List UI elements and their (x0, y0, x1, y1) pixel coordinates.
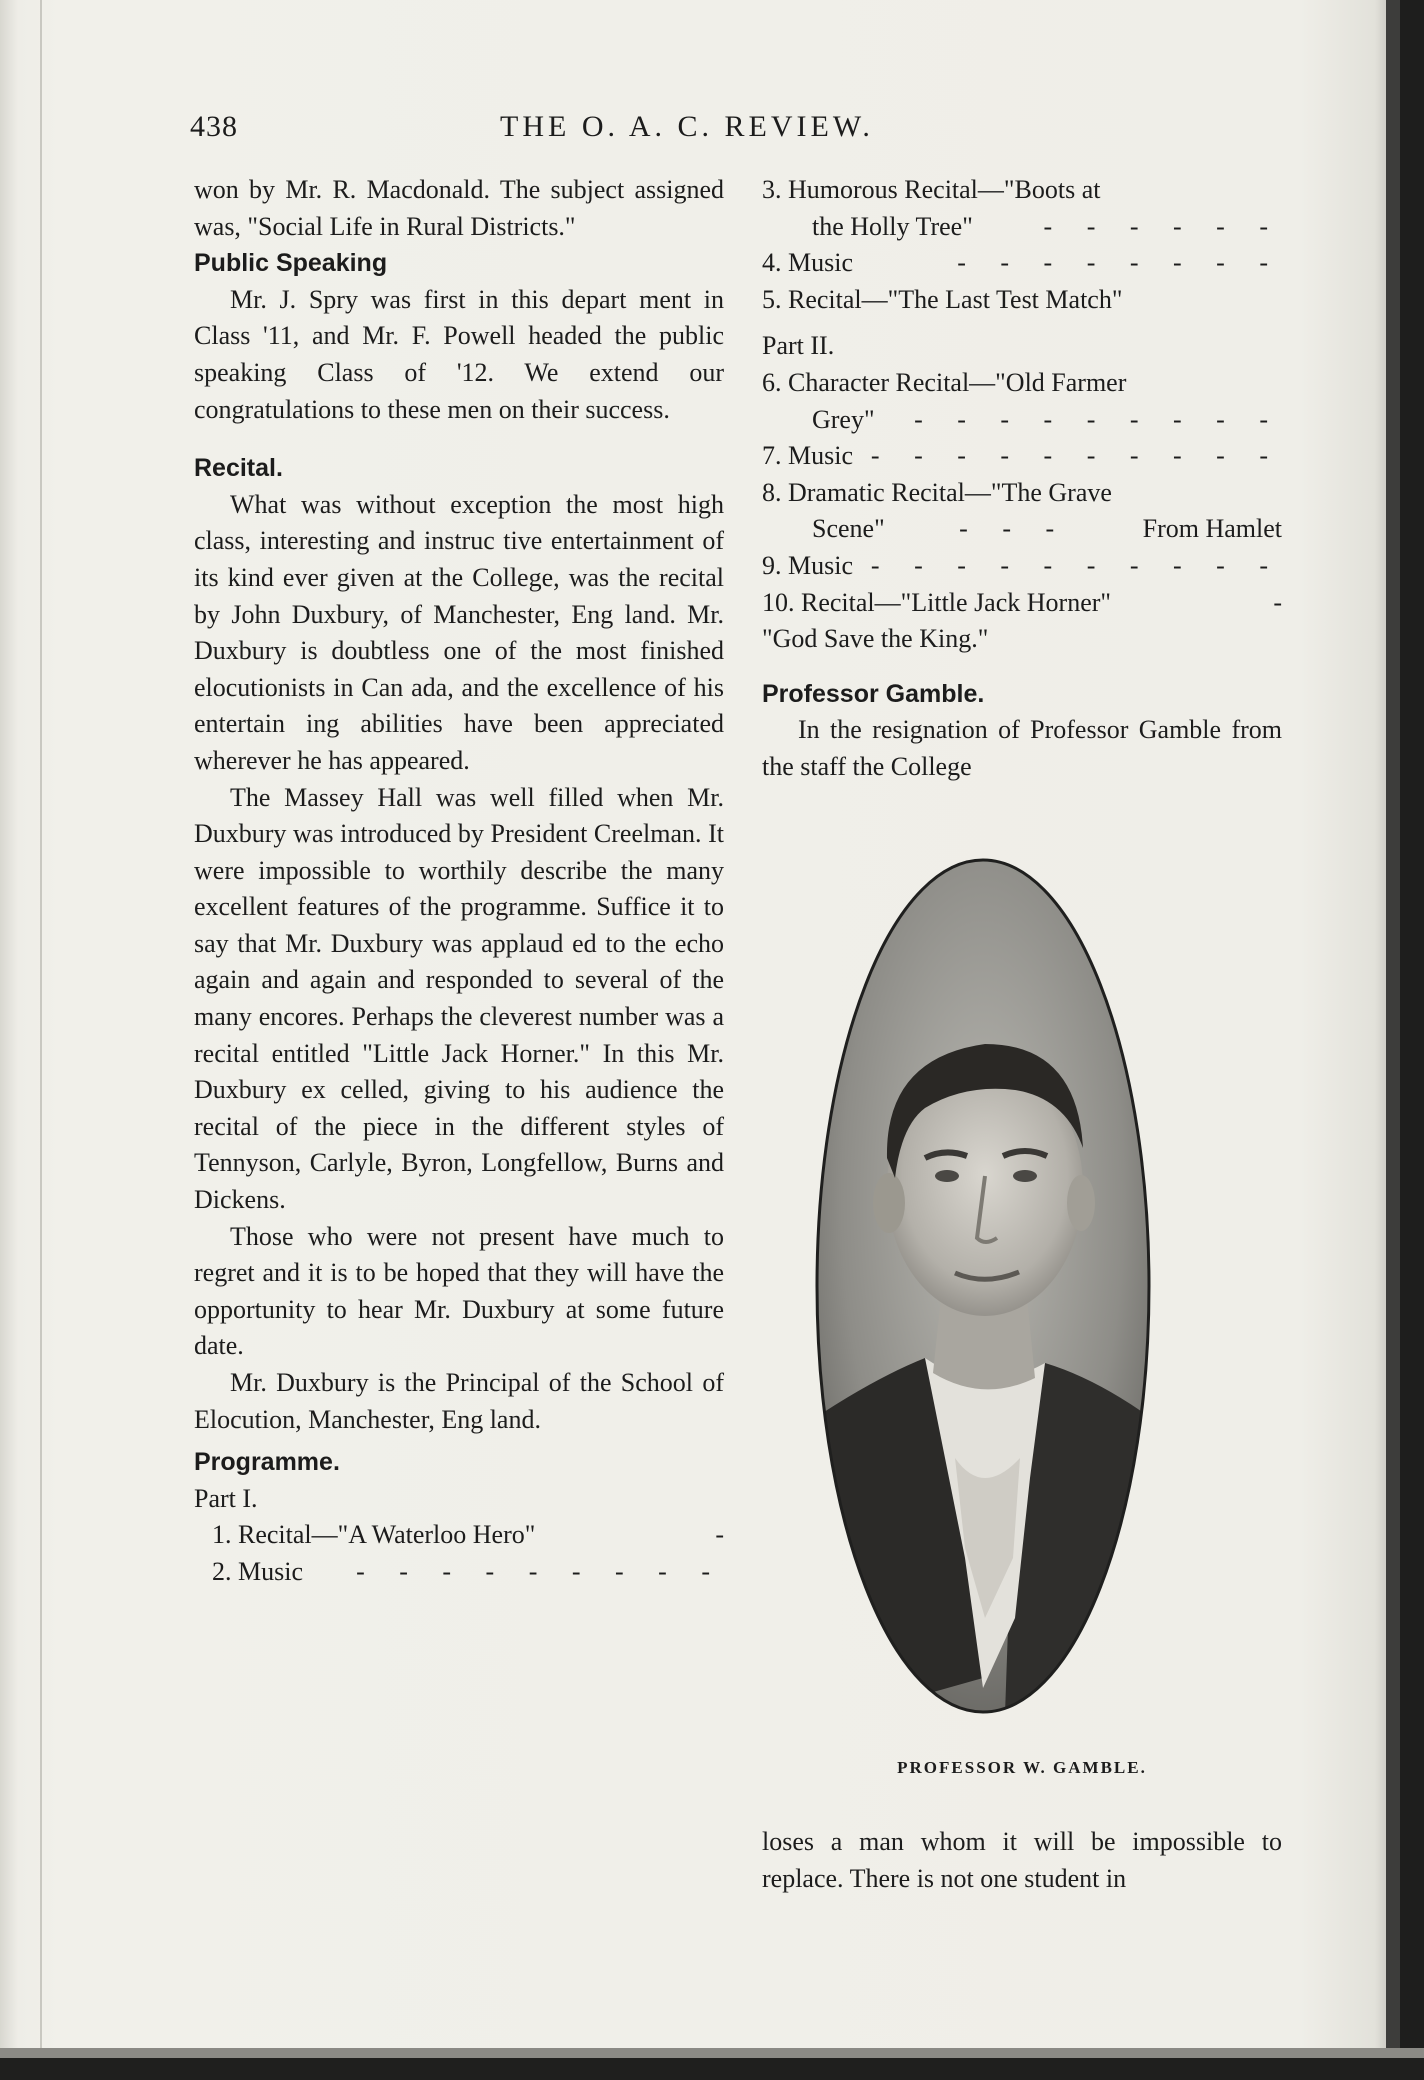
programme-item-8a (762, 475, 1282, 512)
programme-item-8b (762, 511, 1282, 548)
recital-paragraph-2: The Massey Hall was well filled when Mr. Duxbury was introduced by President Creelman. It were impossible to worthily describe the many excellent features of the programme. Suffice it to say that Mr. Duxbury was applaud ed to the echo again and again and responded to several of the many encores. Perhaps the cleverest number was a recital entitled "Little Jack Horner." In this Mr. Duxbury ex celled, giving to his audience the recital of the piece in the different styles of Tennyson, Carlyle, Byron, Longfellow, Burns and Dickens. (194, 782, 724, 1215)
programme-item-8-cont: Scene" (812, 514, 885, 544)
programme-item-4-text: 4. Music (762, 248, 853, 278)
programme-item-9 (762, 548, 1282, 585)
programme-item-2 (194, 1554, 724, 1591)
public-speaking-paragraph: Mr. J. Spry was first in this depart ment in Class '11, and Mr. F. Powell headed the public speaking Class of '12. We extend our congratulations to these men on their success. (194, 284, 724, 424)
programme-item-8-dashes: - - - (959, 514, 1069, 544)
public-speaking-heading: Public Speaking (194, 249, 388, 278)
programme-item-4 (762, 245, 1282, 282)
right-column-bottom (762, 1824, 1282, 1897)
intro-paragraph: won by Mr. R. Macdonald. The subject assigned was, "Social Life in Rural Districts." (194, 175, 724, 241)
recital-heading: Recital. (194, 454, 283, 483)
programme-item-6-dashes: - - - - - - - - - (914, 404, 1282, 434)
part-one-label: Part I. (194, 1483, 258, 1513)
programme-item-10-text: 10. Recital—"Little Jack Horner" (762, 587, 1112, 617)
programme-item-3-text: 3. Humorous Recital—"Boots at (762, 175, 1101, 204)
programme-item-5-text: 5. Recital—"The Last Test Match" (762, 284, 1123, 314)
recital-paragraph-1: What was without exception the most high class, interesting and instruc tive entertainment of its kind ever given at the College, was the recital by John Duxbury, of Manchester, Eng land. Mr. Duxbury is doubtless one of the most finished elocutionists in Can ada, and the excellence of his entertain ing abilities have been appreciated wherever he has appeared. (194, 489, 724, 775)
programme-item-8-source: From Hamlet (1142, 514, 1282, 544)
programme-item-5 (762, 282, 1282, 319)
recital-paragraph-3: Those who were not present have much to regret and it is to be hoped that they will have the opportunity to hear Mr. Duxbury at some future date. (194, 1221, 724, 1361)
portrait-photo (815, 858, 1151, 1714)
page-edge-right-dark (1400, 0, 1424, 2080)
programme-item-9-text: 9. Music (762, 550, 853, 580)
spacer (762, 318, 1282, 328)
programme-item-6-text: 6. Character Recital—"Old Farmer (762, 367, 1127, 397)
programme-item-1-text: 1. Recital—"A Waterloo Hero" (212, 1520, 536, 1550)
part-two-label: Part II. (762, 331, 835, 361)
portrait-caption: PROFESSOR W. GAMBLE. (897, 1758, 1147, 1777)
programme-item-3-dashes: - - - - - - (1043, 211, 1282, 241)
binding-rule (40, 0, 42, 2080)
programme-item-9-dashes: - - - - - - - - - - (870, 550, 1282, 580)
page-edge-bottom (0, 2058, 1424, 2080)
programme-item-3a (762, 172, 1282, 209)
page-edge-bottom-shadow (0, 2048, 1424, 2058)
programme-item-1 (194, 1517, 724, 1554)
programme-item-4-dashes: - - - - - - - - (957, 248, 1282, 278)
programme-item-6a (762, 365, 1282, 402)
programme-item-6-cont: Grey" (812, 404, 875, 434)
programme-item-3b (762, 209, 1282, 246)
spacer (194, 428, 724, 450)
portrait-illustration (815, 858, 1151, 1714)
programme-item-2-text: 2. Music (212, 1556, 303, 1586)
programme-item-6b (762, 402, 1282, 439)
page-number: 438 (190, 110, 238, 143)
page-header (190, 110, 1290, 154)
recital-paragraph-4: Mr. Duxbury is the Principal of the School of Elocution, Manchester, Eng land. (194, 1368, 724, 1434)
programme-item-10 (762, 585, 1282, 622)
anthem-line: "God Save the King." (762, 624, 989, 654)
programme-item-1-dashes: - (715, 1520, 724, 1550)
programme-item-7-dashes: - - - - - - - - - - (870, 441, 1282, 471)
gamble-paragraph-1: In the resignation of Professor Gamble from the staff the College (762, 715, 1282, 781)
programme-item-3-cont: the Holly Tree" (812, 211, 973, 241)
programme-item-2-dashes: - - - - - - - - - (356, 1556, 724, 1586)
programme-heading: Programme. (194, 1448, 340, 1477)
right-column (762, 172, 1282, 786)
left-column (194, 172, 724, 1591)
gamble-paragraph-2: loses a man whom it will be impossible to replace. There is not one student in (762, 1827, 1282, 1893)
programme-item-7 (762, 438, 1282, 475)
page-edge-right (1386, 0, 1400, 2080)
spacer (762, 658, 1282, 676)
professor-gamble-heading: Professor Gamble. (762, 679, 985, 708)
running-head: THE O. A. C. REVIEW. (500, 110, 874, 143)
programme-item-8-text: 8. Dramatic Recital—"The Grave (762, 477, 1112, 507)
programme-item-7-text: 7. Music (762, 441, 853, 471)
programme-item-10-dashes: - (1273, 587, 1282, 617)
